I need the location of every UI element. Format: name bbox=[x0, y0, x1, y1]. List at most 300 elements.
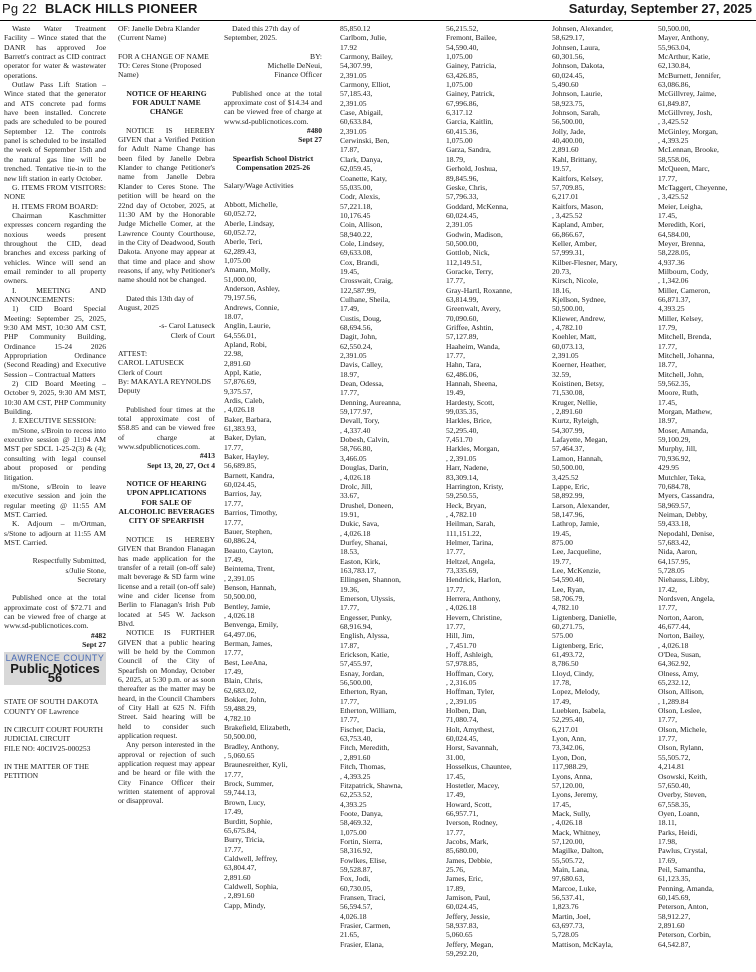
list-item: 17.77, bbox=[446, 584, 465, 594]
list-item: Johnsen, Laura, bbox=[552, 42, 600, 52]
list-item: Main, Lana, bbox=[552, 864, 589, 874]
list-item: 32.59, bbox=[552, 369, 571, 379]
list-item: Engesser, Punky, bbox=[340, 612, 392, 622]
list-item: Hoffman, Cory, bbox=[446, 668, 494, 678]
list-item: 4,393.25 bbox=[658, 304, 685, 314]
paragraph: ATTEST: bbox=[118, 348, 148, 358]
list-item: Kahl, Brittany, bbox=[552, 154, 597, 164]
list-item: Fitch, Thomas, bbox=[340, 762, 386, 772]
list-item: 40,400.00, bbox=[552, 136, 585, 146]
list-item: 59,250.55, bbox=[446, 491, 479, 501]
list-item: , 4,782.10 bbox=[446, 509, 477, 519]
list-item: Fitch, Meredith, bbox=[340, 743, 390, 753]
list-item: Johnson, Dakota, bbox=[552, 61, 605, 71]
list-item: Koerner, Heather, bbox=[552, 360, 606, 370]
list-item: Goracke, Terry, bbox=[446, 266, 494, 276]
list-item: 57,999.31, bbox=[552, 248, 585, 258]
list-item: 17.49, bbox=[224, 667, 243, 676]
list-item: 61,849.87, bbox=[658, 98, 691, 108]
list-item: 1,075.00 bbox=[224, 255, 251, 265]
list-item: 60,024.45, bbox=[552, 70, 585, 80]
notice-title: NOTICE OF HEARING FOR ADULT NAME CHANGE bbox=[126, 88, 207, 117]
list-item: Nida, Aaron, bbox=[658, 547, 698, 557]
list-item: 56,689.85, bbox=[224, 461, 257, 471]
list-item: Lopez, Melody, bbox=[552, 687, 600, 697]
list-item: 18.77, bbox=[658, 360, 677, 370]
list-item: 17.45, bbox=[658, 397, 677, 407]
list-item: 58,558.06, bbox=[658, 154, 691, 164]
list-item: 64,497.06, bbox=[224, 629, 257, 639]
list-item: Milbourn, Cody, bbox=[658, 266, 709, 276]
list-item: 50,500.00, bbox=[552, 463, 585, 473]
list-item: Mattison, McKayla, bbox=[552, 939, 613, 949]
list-item: Fortin, Sierra, bbox=[340, 836, 383, 846]
list-item: , 2,391.05 bbox=[224, 573, 255, 583]
list-item: 4,026.18 bbox=[340, 911, 367, 921]
list-item: 57,455.97, bbox=[340, 659, 373, 669]
list-item: Penning, Amanda, bbox=[658, 883, 714, 893]
list-item: McQueen, Marc, bbox=[658, 164, 710, 174]
list-item: , 2,891.60 bbox=[552, 407, 583, 417]
entries-list bbox=[340, 24, 440, 949]
list-item: 58,937.83, bbox=[446, 921, 479, 930]
list-item: 56,500.00, bbox=[552, 117, 585, 127]
list-item: , 4,026.18 bbox=[340, 472, 371, 482]
list-item: 17.77, bbox=[446, 547, 465, 557]
list-item: Mitchell, John, bbox=[658, 369, 704, 379]
list-item: Hostetler, Macey, bbox=[446, 780, 500, 790]
list-item: Carmony, Bailey, bbox=[340, 52, 393, 62]
list-item: 17.49, bbox=[446, 790, 465, 800]
list-item: Fischer, Dacia, bbox=[340, 724, 386, 734]
list-item: 19.49, bbox=[446, 388, 465, 398]
list-item: 57,464.37, bbox=[552, 444, 585, 454]
list-item: Anderson, Ashley, bbox=[224, 283, 280, 293]
list-item: Harr, Nadene, bbox=[446, 463, 489, 473]
list-item: 19.45, bbox=[552, 528, 571, 538]
list-item: 64,362.92, bbox=[658, 659, 691, 669]
paragraph: G. ITEMS FROM VISITORS: NONE bbox=[4, 182, 106, 202]
list-item: 63,814.99, bbox=[446, 294, 479, 304]
list-item: 58,147.96, bbox=[552, 509, 585, 519]
list-item: 60,024.45, bbox=[446, 210, 479, 220]
list-item: 17.77, bbox=[446, 351, 465, 361]
list-item: 60,271.75, bbox=[552, 622, 585, 631]
list-item: 60,052.72, bbox=[224, 209, 257, 219]
list-item: 5,490.60 bbox=[552, 80, 579, 90]
list-item: Denning, Aureanna, bbox=[340, 397, 401, 407]
list-item: Hendrick, Harlon, bbox=[446, 575, 502, 585]
list-item: 57,120.00, bbox=[552, 836, 585, 846]
notice-date: Sept 27 bbox=[82, 640, 106, 649]
list-item: Pawlus, Crystal, bbox=[658, 846, 708, 856]
list-item: Lathrop, Jamie, bbox=[552, 519, 600, 529]
list-item: Hannah, Sheena, bbox=[446, 379, 498, 389]
list-item: Amann, Molly, bbox=[224, 265, 271, 275]
list-item: Morgan, Mathew, bbox=[658, 407, 712, 417]
list-item: 63,426.85, bbox=[446, 70, 479, 80]
list-item: 429.95 bbox=[658, 463, 679, 473]
list-item: Kliewer, Andrew, bbox=[552, 313, 606, 323]
list-item: , 1,289.84 bbox=[658, 696, 689, 706]
paragraph: FOR A CHANGE OF NAME TO: Ceres Stone (Proposed Name) bbox=[118, 51, 209, 80]
list-item: 59,292.20, bbox=[446, 949, 479, 959]
list-item: Frasier, Elana, bbox=[340, 939, 384, 949]
list-item: , 4,026.18 bbox=[224, 405, 255, 415]
list-item: 59,100.29, bbox=[658, 435, 691, 445]
list-item: 58,940.22, bbox=[340, 229, 373, 239]
list-item: 117,988.29, bbox=[552, 762, 588, 772]
list-item: 2,391.05 bbox=[340, 126, 367, 136]
list-item: Baker, Barbara, bbox=[224, 414, 272, 424]
publication-note: Published once at the total approximate cost of $14.34 and can be viewed free of charge at www.sd-publicnotices.com. bbox=[224, 88, 322, 126]
list-item: Iverson, Rodney, bbox=[446, 818, 498, 828]
list-item: Abbott, Michelle, bbox=[224, 199, 278, 209]
list-item: 46,677.44, bbox=[658, 622, 691, 631]
list-item: 66,866.67, bbox=[552, 229, 585, 239]
list-item: 6,217.01 bbox=[552, 724, 579, 734]
list-item: 59,562.35, bbox=[658, 379, 691, 389]
list-item: Fransen, Traci, bbox=[340, 892, 386, 902]
list-item: 18.07, bbox=[224, 311, 243, 321]
entries-list bbox=[446, 24, 546, 958]
column-6 bbox=[552, 24, 652, 969]
list-item: Crosswait, Craig, bbox=[340, 276, 393, 286]
list-item: 58,316.92, bbox=[340, 846, 373, 856]
list-item: 79,197.56, bbox=[224, 293, 257, 303]
list-item: 60,633.84, bbox=[340, 117, 373, 127]
list-item: Gottlob, Nick, bbox=[446, 248, 490, 258]
list-item: 2,391.05 bbox=[340, 70, 367, 80]
list-item: Harkles, Brice, bbox=[446, 416, 492, 426]
list-item: 58,706.79, bbox=[552, 593, 585, 603]
paragraph: I. MEETING AND ANNOUNCEMENTS: bbox=[4, 285, 106, 304]
list-item: 17.78, bbox=[552, 678, 571, 688]
list-item: 163,783.17, bbox=[340, 565, 377, 575]
list-item: 64,542.87, bbox=[658, 939, 691, 949]
list-item: Gainey, Patrick, bbox=[446, 89, 495, 99]
list-item: Kruger, Nellie, bbox=[552, 397, 598, 407]
list-item: 60,073.13, bbox=[552, 341, 585, 351]
list-item: 59,744.13, bbox=[224, 788, 257, 798]
list-item: 61,493.72, bbox=[552, 650, 585, 660]
notice-date: Sept 13, 20, 27, Oct 4 bbox=[147, 460, 215, 470]
list-item: Koehler, Matt, bbox=[552, 332, 597, 342]
list-item: 73,335.69, bbox=[446, 565, 479, 575]
list-item: Goddard, McKenna, bbox=[446, 201, 509, 211]
list-item: Bentley, Jamie, bbox=[224, 601, 271, 611]
list-item: Jacobs, Mark, bbox=[446, 836, 489, 846]
list-item: 57,709.85, bbox=[552, 182, 585, 192]
entries-list bbox=[658, 24, 756, 949]
list-item: Lafayette, Megan, bbox=[552, 435, 608, 445]
list-item: 2,891.60 bbox=[658, 921, 685, 930]
paragraph: Chairman Kaschmitter expresses concern regarding the noxious weeds present throughout the CID, dead branches and excess parking of vehicles. Wince will send an email reminder to all property owners. bbox=[4, 210, 106, 286]
list-item: Durfey, Shanai, bbox=[340, 537, 388, 547]
notice-title: Spearfish School District Compensation 2025-26 bbox=[232, 153, 314, 173]
list-item: 58,469.32, bbox=[340, 818, 373, 828]
list-item: Kapland, Amber, bbox=[552, 220, 604, 230]
list-item: , 2,891.60 bbox=[224, 891, 255, 901]
list-item: 17.98, bbox=[658, 836, 677, 846]
list-item: 4,782.10 bbox=[224, 713, 251, 723]
signature-line: Michelle DeNeui, bbox=[267, 61, 322, 71]
column-1 bbox=[4, 24, 106, 969]
list-item: Geske, Chris, bbox=[446, 182, 488, 192]
list-item: 62,253.52, bbox=[340, 790, 373, 800]
list-item: 3,466.05 bbox=[340, 453, 367, 463]
list-item: Moser, Amanda, bbox=[658, 425, 709, 435]
list-item: Lamon, Hannah, bbox=[552, 453, 603, 463]
paragraph: FILE NO: 40CIV25-000253 bbox=[4, 743, 91, 753]
list-item: Baker, Hayley, bbox=[224, 452, 269, 462]
list-item: 71,080.74, bbox=[446, 715, 479, 725]
list-item: Godwin, Madison, bbox=[446, 229, 503, 239]
list-item: 17.42, bbox=[658, 584, 677, 594]
paragraph: Waste Water Treatment Facility – Wince stated that the DANR has approved Joe Barrett's contract as CID contract operator for water & wastewater operations. bbox=[4, 24, 106, 80]
list-item: Devall, Tory, bbox=[340, 416, 380, 426]
list-item: Herrera, Anthony, bbox=[446, 593, 501, 603]
list-item: Johnson, Sarah, bbox=[552, 108, 600, 118]
list-item: McGinley, Morgan, bbox=[658, 126, 718, 136]
list-item: , 7,451.70 bbox=[446, 640, 477, 650]
list-item: Coin, Allison, bbox=[340, 220, 383, 230]
list-item: 66,871.37, bbox=[658, 294, 691, 304]
list-item: Olson, Michele, bbox=[658, 724, 707, 734]
list-item: , 4,026.18 bbox=[552, 818, 583, 828]
list-item: 1,075.00 bbox=[446, 52, 473, 62]
list-item: Jeffery, Megan, bbox=[446, 939, 494, 949]
list-item: 17.77, bbox=[224, 769, 243, 779]
list-item: 17.87, bbox=[340, 640, 359, 650]
list-item: McBurnett, Jennifer, bbox=[658, 70, 721, 80]
paragraph: CAROL LATUSECK bbox=[118, 358, 185, 368]
list-item: Norton, Aaron, bbox=[658, 612, 704, 622]
list-item: Hosselkus, Chauntee, bbox=[446, 762, 512, 772]
list-item: Hevern, Christine, bbox=[446, 612, 502, 622]
list-item: Hardesty, Scott, bbox=[446, 397, 495, 407]
list-item: Erickson, Katie, bbox=[340, 650, 390, 660]
list-item: 4,393.25 bbox=[340, 799, 367, 809]
list-item: English, Alyssa, bbox=[340, 631, 390, 641]
list-item: 54,590.40, bbox=[446, 42, 479, 52]
list-item: 65,232.12, bbox=[658, 678, 691, 688]
list-item: 56,537.41, bbox=[552, 892, 585, 902]
signature-line: BY: bbox=[310, 51, 322, 61]
list-item: 17.45, bbox=[552, 799, 571, 809]
list-item: Kurtz, Ryleigh, bbox=[552, 416, 599, 426]
list-item: Gerhold, Joshua, bbox=[446, 164, 498, 174]
paragraph: IN THE MATTER OF THE PETITION bbox=[4, 762, 89, 781]
paragraph: J. EXECUTIVE SESSION: bbox=[12, 416, 97, 426]
list-item: 31.00, bbox=[446, 752, 465, 762]
list-item: Easton, Kirk, bbox=[340, 556, 381, 566]
list-item: Peterson, Corbin, bbox=[658, 930, 711, 940]
list-item: 68,916.94, bbox=[340, 622, 373, 631]
list-item: 1,075.00 bbox=[446, 136, 473, 146]
list-item: Horst, Savannah, bbox=[446, 743, 499, 753]
list-item: Lloyd, Cindy, bbox=[552, 668, 594, 678]
list-item: McGillvrey, Josh, bbox=[658, 108, 713, 118]
list-item: 85,850.12 bbox=[340, 24, 371, 33]
list-item: Neiman, Debby, bbox=[658, 509, 708, 519]
list-item: Carmony, Elliot, bbox=[340, 80, 391, 90]
list-item: Larson, Alexander, bbox=[552, 500, 610, 510]
list-item: Lyons, Jeremy, bbox=[552, 790, 598, 800]
list-item: 17.77, bbox=[340, 388, 359, 398]
list-item: 50,500.00, bbox=[224, 592, 257, 602]
list-item: Etherton, William, bbox=[340, 706, 397, 716]
newspaper-name: BLACK HILLS PIONEER bbox=[44, 1, 198, 16]
list-item: 57,683.42, bbox=[658, 537, 691, 547]
list-item: 18.11, bbox=[658, 818, 677, 828]
list-item: 50,500.00, bbox=[552, 304, 585, 314]
list-item: , 4,026.18 bbox=[658, 640, 689, 650]
notice-id: #480 bbox=[306, 126, 322, 136]
list-item: Murphy, Jill, bbox=[658, 444, 697, 454]
list-item: 19.45, bbox=[340, 266, 359, 276]
list-item: Kirsch, Nicole, bbox=[552, 276, 599, 286]
list-item: 5,060.65 bbox=[446, 930, 473, 940]
list-item: 17.49, bbox=[340, 304, 359, 314]
publication-note: Published once at the total approximate cost of $72.71 and can be viewed free of charge at www.sd-publicnotices.com. bbox=[4, 593, 106, 631]
list-item: 60,415.36, bbox=[446, 126, 479, 136]
paragraph: OF: Janelle Debra Klander (Current Name) bbox=[118, 24, 200, 43]
list-item: , 3,425.52 bbox=[552, 210, 583, 220]
list-item: Bauer, Stephen, bbox=[224, 526, 272, 536]
list-item: 67,996.86, bbox=[446, 98, 479, 108]
list-item: Cerwinski, Ben, bbox=[340, 136, 390, 146]
section-title: Public Notices 56 bbox=[10, 660, 100, 686]
page-header bbox=[0, 0, 756, 21]
list-item: Burry, Tricia, bbox=[224, 835, 265, 845]
list-item: Blain, Chris, bbox=[224, 676, 263, 686]
list-item: Barnett, Kandra, bbox=[224, 470, 275, 480]
list-item: 2,391.05 bbox=[552, 351, 579, 361]
list-item: Nepodahl, Denise, bbox=[658, 528, 715, 538]
list-item: 17.77, bbox=[658, 173, 677, 183]
list-item: Mutchler, Teka, bbox=[658, 472, 706, 482]
list-item: Appl, Katie, bbox=[224, 368, 262, 377]
list-item: 85,680.00, bbox=[446, 846, 479, 856]
list-item: Parks, Heidi, bbox=[658, 827, 698, 837]
paragraph: NOTICE IS HEREBY GIVEN that a Verified Petition for Adult Name Change has been filed by Janelle Debra Klander to change Petitioner's name from Janelle Debra Klander to Ceres Stone. The petition will be heard on the 22nd day of October, 2025, at 11:30 AM by the Honorable Judge Michelle Comer, at the Lawrence County Courthouse, in the City of Deadwood, South Dakota. Anyone may appear at that time and place and show reasons, if any, why Petitioner's name should not be changed. bbox=[118, 125, 215, 285]
list-item: Martin, Joel, bbox=[552, 911, 591, 921]
column-5 bbox=[446, 24, 546, 969]
list-item: Heltzel, Angela, bbox=[446, 556, 496, 566]
list-item: 99,035.35, bbox=[446, 407, 479, 417]
list-item: 18.53, bbox=[340, 547, 359, 557]
list-item: 17.77, bbox=[658, 715, 677, 725]
list-item: 54,307.99, bbox=[552, 425, 585, 435]
list-item: 19.36, bbox=[340, 584, 359, 594]
list-item: Greenwalt, Avery, bbox=[446, 304, 501, 314]
list-item: 17.77, bbox=[658, 734, 677, 744]
list-item: 60,024.45, bbox=[446, 734, 479, 744]
list-item: Codr, Alexis, bbox=[340, 192, 380, 202]
list-item: 18.16, bbox=[552, 285, 571, 295]
list-item: 70,090.60, bbox=[446, 313, 479, 323]
list-item: 60,145.69, bbox=[658, 892, 691, 902]
list-item: 60,052.72, bbox=[224, 227, 257, 237]
list-item: Nordsven, Angela, bbox=[658, 593, 715, 603]
list-item: Douglas, Darin, bbox=[340, 463, 389, 473]
list-item: 50,500.00, bbox=[224, 732, 257, 742]
list-item: 56,594.57, bbox=[340, 902, 373, 912]
list-item: 57,978.85, bbox=[446, 659, 479, 669]
paragraph: NOTICE IS HEREBY GIVEN that Brandon Flanagan has made application for the transfer of a retail (on-off sale) malt beverage & SD farm wine license and a retail (on-off sale) wine and cider license from Berlin to Flanagan's Irish Pub located at 545 W. Jackson Blvd. bbox=[118, 534, 215, 628]
list-subtitle: Salary/Wage Activities bbox=[224, 181, 294, 191]
list-item: 62,130.84, bbox=[658, 61, 691, 71]
publication-note: Published four times at the total approximate cost of $58.85 and can be viewed free of charge at www.sdpublicnotices.com. bbox=[118, 404, 215, 452]
list-item: 64,556.01, bbox=[224, 330, 257, 340]
list-item: Caldwell, Sophia, bbox=[224, 881, 279, 891]
list-item: Mack, Whitney, bbox=[552, 827, 601, 837]
paragraph: 2) CID Board Meeting – October 9, 2025, 9:30 AM MST, 10:30 AM CST, PHP Community Building. bbox=[4, 379, 106, 417]
list-item: McArthur, Katie, bbox=[658, 52, 711, 62]
list-item: 62,550.24, bbox=[340, 341, 373, 351]
list-item: Dagit, John, bbox=[340, 332, 377, 342]
issue-date: Saturday, September 27, 2025 bbox=[568, 1, 752, 16]
list-item: 55,505.72, bbox=[658, 752, 691, 762]
list-item: Hoffman, Tyler, bbox=[446, 687, 495, 697]
list-item: 7,451.70 bbox=[446, 435, 473, 445]
list-item: Cox, Brandi, bbox=[340, 257, 380, 267]
list-item: 54,590.40, bbox=[552, 575, 585, 585]
list-item: 111,151.22, bbox=[446, 528, 482, 538]
list-item: 63,753.40, bbox=[340, 734, 373, 744]
notice-date: Sept 27 bbox=[298, 135, 322, 145]
list-item: Frasier, Carmen, bbox=[340, 921, 391, 930]
list-item: Holt, Amythest, bbox=[446, 724, 495, 734]
list-item: Heck, Bryan, bbox=[446, 500, 487, 510]
list-item: Lappe, Eric, bbox=[552, 481, 590, 491]
list-item: , 2,391.05 bbox=[446, 453, 477, 463]
list-item: 57,185.43, bbox=[340, 89, 373, 99]
list-item: , 4,026.18 bbox=[224, 610, 255, 620]
paragraph: IN CIRCUIT COURT FOURTH JUDICIAL CIRCUIT bbox=[4, 725, 104, 744]
list-item: 62,059.45, bbox=[340, 164, 373, 174]
list-item: 18.97, bbox=[658, 416, 677, 426]
list-item: 17.49, bbox=[552, 696, 571, 706]
list-item: Culhane, Sheila, bbox=[340, 294, 390, 304]
list-item: Hahn, Tara, bbox=[446, 360, 482, 370]
list-item: Norton, Bailey, bbox=[658, 631, 705, 641]
list-item: Jolly, Jade, bbox=[552, 126, 586, 136]
list-item: 57,796.33, bbox=[446, 192, 479, 202]
list-item: Brown, Lucy, bbox=[224, 797, 266, 807]
list-item: Holben, Dan, bbox=[446, 706, 487, 716]
list-item: 112,149.51, bbox=[446, 257, 482, 267]
list-item: 1,075.00 bbox=[340, 827, 367, 837]
list-item: 63,697.73, bbox=[552, 921, 585, 930]
list-item: 89,845.96, bbox=[446, 173, 479, 183]
list-item: 17.77, bbox=[658, 603, 677, 613]
notice-title: NOTICE OF HEARING UPON APPLICATIONS FOR SALE OF ALCOHOLIC BEVERAGES CITY OF SPEARFISH bbox=[118, 479, 215, 526]
list-item: Harrington, Kristy, bbox=[446, 481, 504, 491]
list-item: 17.77, bbox=[224, 648, 243, 658]
list-item: 51,000.00, bbox=[224, 274, 257, 284]
list-item: Olson, Leslee, bbox=[658, 706, 702, 716]
list-item: Kaitfors, Kelsey, bbox=[552, 173, 604, 183]
list-item: Coanette, Katy, bbox=[340, 173, 387, 183]
list-item: Hoff, Ashleigh, bbox=[446, 650, 493, 660]
list-item: Haaheim, Wanda, bbox=[446, 341, 500, 351]
paragraph: COUNTY OF Lawrence bbox=[4, 706, 79, 716]
list-item: Ardis, Caleb, bbox=[224, 396, 265, 406]
list-item: , 4,337.40 bbox=[340, 425, 371, 435]
list-item: Meier, Leigha, bbox=[658, 201, 703, 211]
